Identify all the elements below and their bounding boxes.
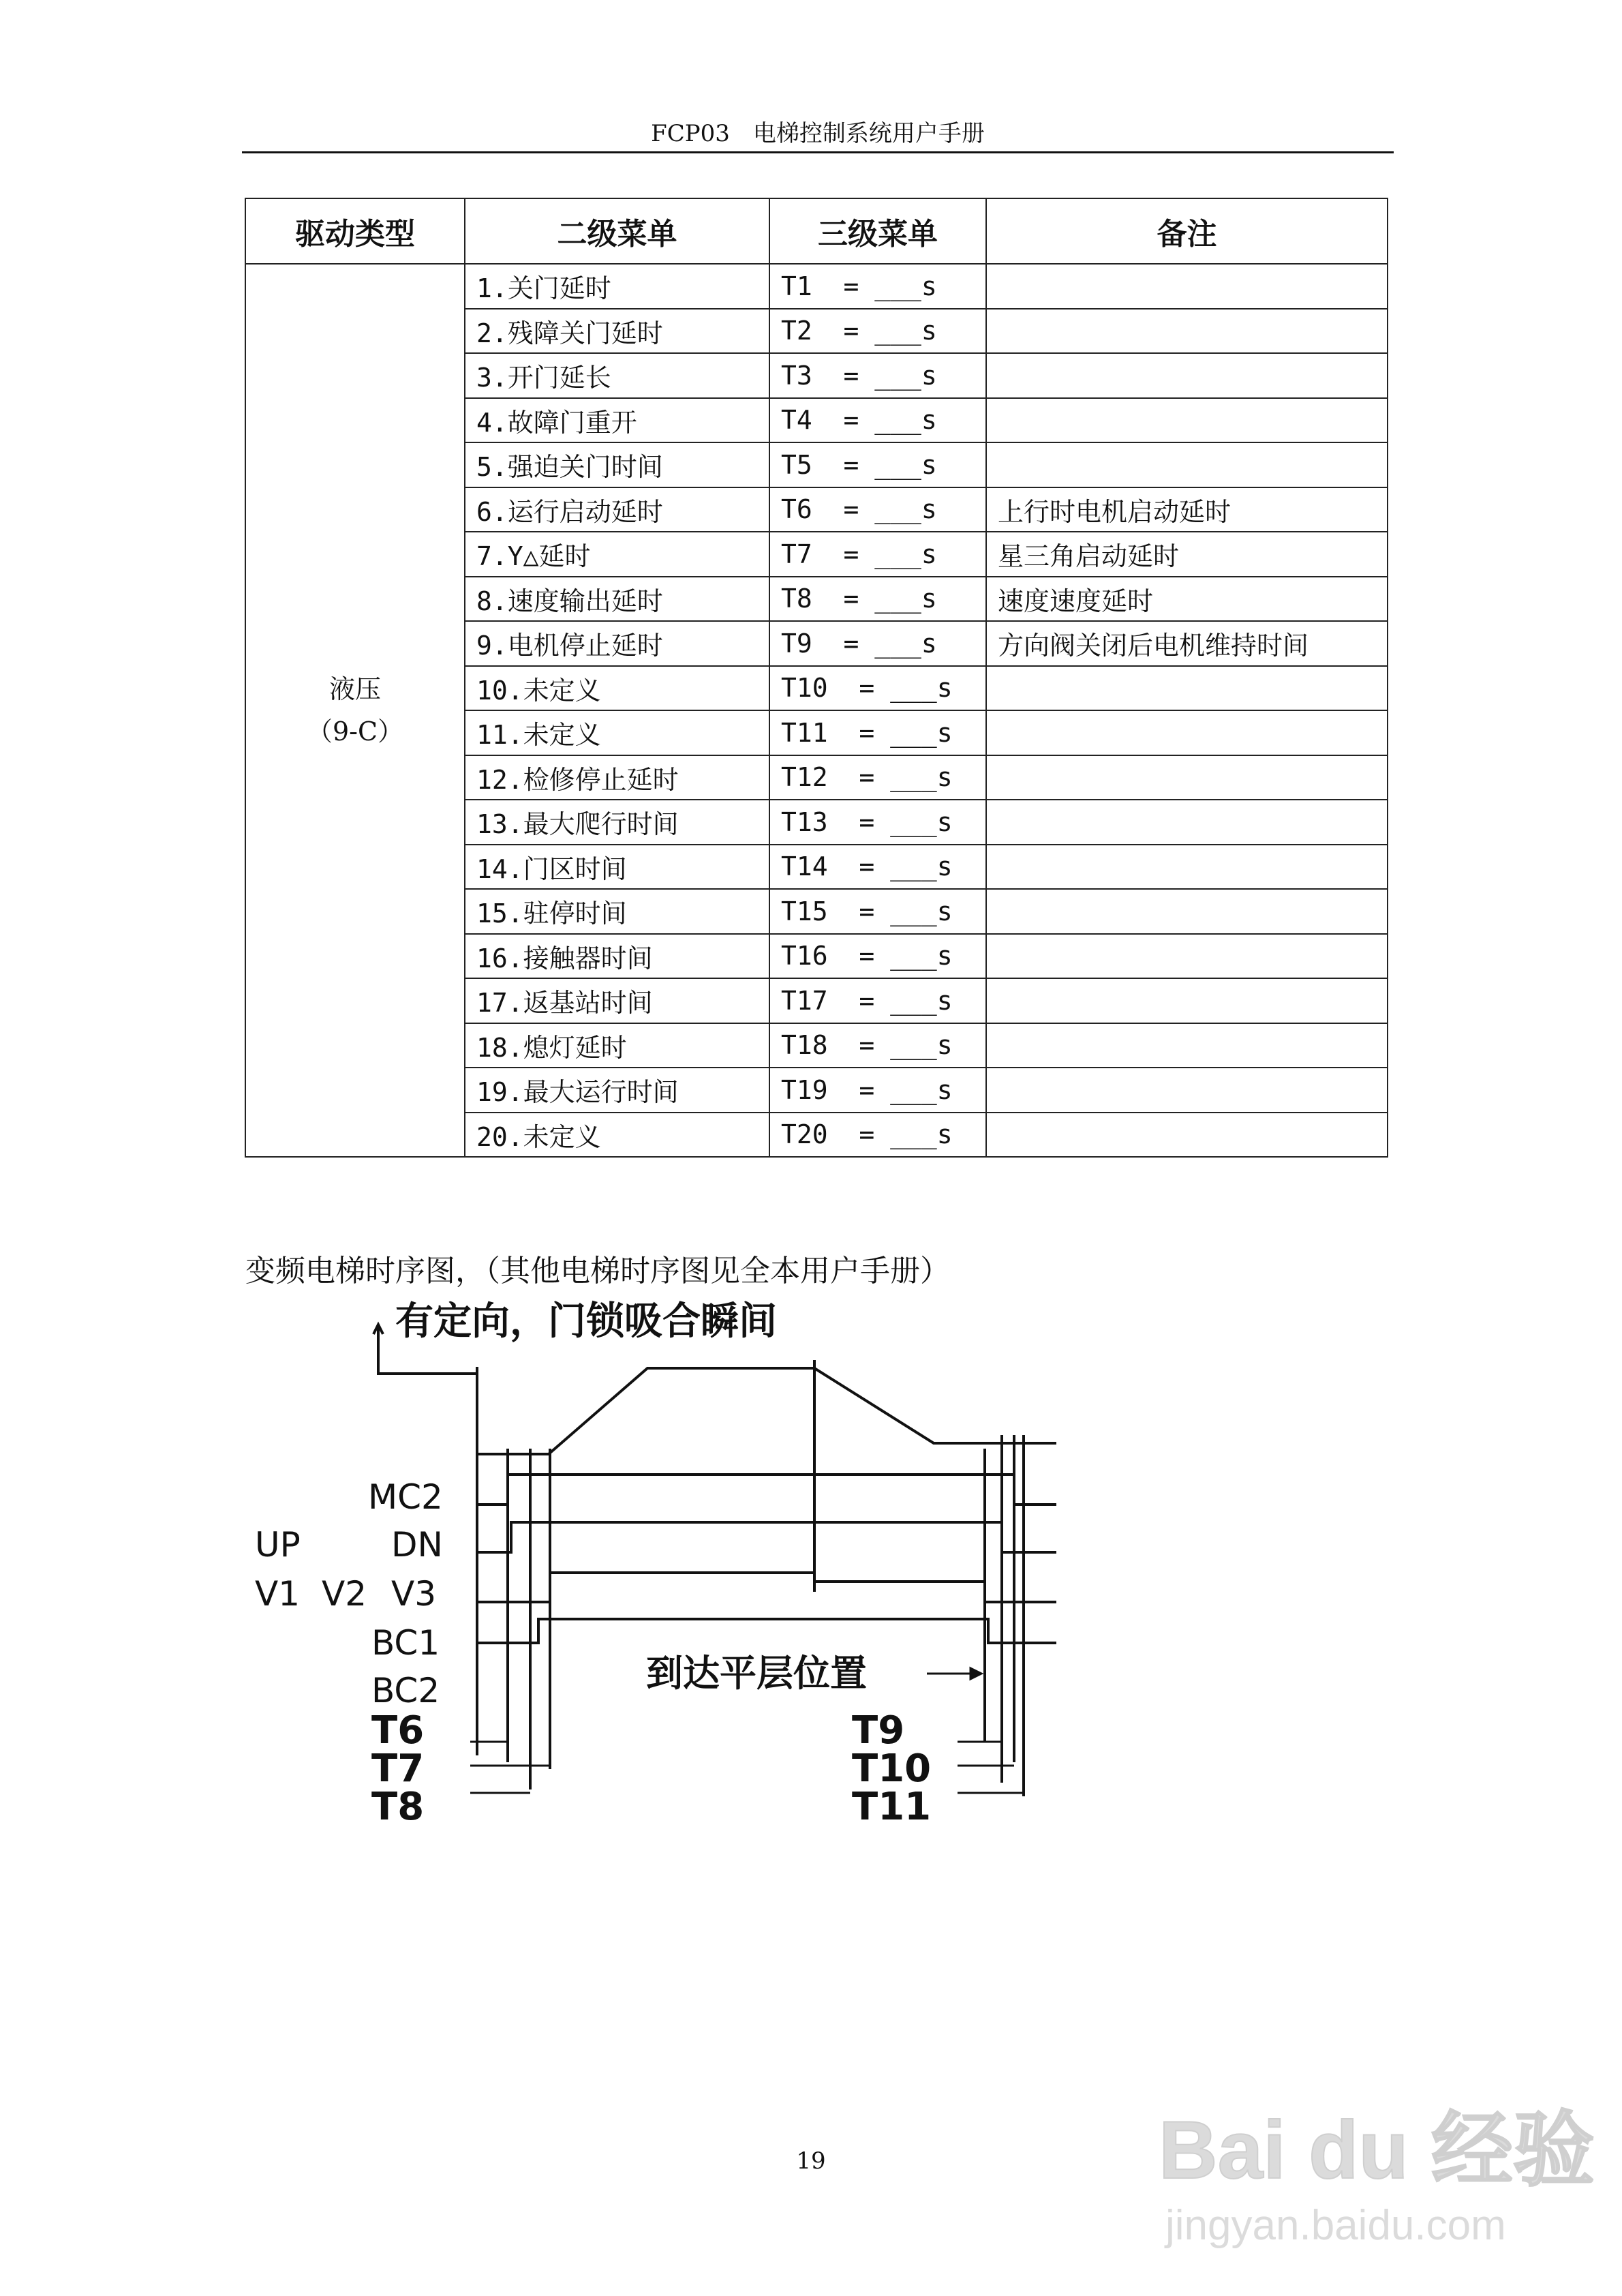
t8-label: T8 xyxy=(371,1785,425,1829)
menu-cell: 4.故障门重开 xyxy=(465,398,769,443)
menu-cell: 10.未定义 xyxy=(465,666,769,711)
up-label: UP xyxy=(255,1525,301,1565)
param-cell: T19 = ___s xyxy=(769,1068,986,1113)
param-cell: T10 = ___s xyxy=(769,666,986,711)
timing-diagram xyxy=(245,1292,1056,1888)
param-cell: T20 = ___s xyxy=(769,1113,986,1158)
bc1-waveform xyxy=(477,1619,1056,1643)
drive-type-cell xyxy=(245,264,465,1157)
t10-label: T10 xyxy=(852,1747,932,1791)
menu-cell: 14.门区时间 xyxy=(465,845,769,890)
param-cell: T17 = ___s xyxy=(769,978,986,1023)
note-cell: 星三角启动延时 xyxy=(986,532,1388,577)
watermark-brand: Bai du 经验 xyxy=(1159,2104,1595,2196)
param-cell: T5 = ___s xyxy=(769,442,986,487)
menu-cell: 7.Y△延时 xyxy=(465,532,769,577)
note-cell xyxy=(986,934,1388,979)
note-cell xyxy=(986,309,1388,354)
param-cell: T7 = ___s xyxy=(769,532,986,577)
menu-cell: 16.接触器时间 xyxy=(465,934,769,979)
parameter-table xyxy=(245,198,1388,1158)
speed-waveform xyxy=(477,1573,1056,1602)
menu-cell: 11.未定义 xyxy=(465,710,769,755)
note-cell: 方向阀关闭后电机维持时间 xyxy=(986,621,1388,666)
param-cell: T4 = ___s xyxy=(769,398,986,443)
param-cell: T1 = ___s xyxy=(769,264,986,309)
t11-label: T11 xyxy=(852,1785,932,1829)
param-cell: T6 = ___s xyxy=(769,487,986,532)
menu-cell: 13.最大爬行时间 xyxy=(465,800,769,845)
baidu-jingyan-watermark xyxy=(1152,2086,1595,2266)
note-cell xyxy=(986,845,1388,890)
t7-label: T7 xyxy=(371,1747,425,1791)
param-cell: T12 = ___s xyxy=(769,755,986,800)
param-cell: T18 = ___s xyxy=(769,1023,986,1068)
menu-cell: 8.速度输出延时 xyxy=(465,577,769,622)
top-annotation: 有定向，门锁吸合瞬间 xyxy=(395,1299,777,1344)
note-cell xyxy=(986,710,1388,755)
header-rule xyxy=(242,151,1394,153)
column-header-notes: 备注 xyxy=(986,198,1388,264)
menu-cell: 3.开门延长 xyxy=(465,353,769,398)
note-cell xyxy=(986,755,1388,800)
note-cell xyxy=(986,353,1388,398)
note-cell xyxy=(986,978,1388,1023)
level-arrowhead xyxy=(970,1668,981,1679)
t9-label: T9 xyxy=(852,1708,905,1753)
v2-label: V2 xyxy=(322,1574,367,1614)
column-header-drive-type: 驱动类型 xyxy=(245,198,465,264)
note-cell xyxy=(986,800,1388,845)
note-cell xyxy=(986,1113,1388,1158)
param-cell: T14 = ___s xyxy=(769,845,986,890)
param-cell: T15 = ___s xyxy=(769,889,986,934)
param-cell: T11 = ___s xyxy=(769,710,986,755)
menu-cell: 12.检修停止延时 xyxy=(465,755,769,800)
v3-label: V3 xyxy=(391,1574,437,1614)
param-cell: T3 = ___s xyxy=(769,353,986,398)
menu-cell: 1.关门延时 xyxy=(465,264,769,309)
param-cell: T9 = ___s xyxy=(769,621,986,666)
up-dn-waveform xyxy=(477,1522,1056,1552)
drive-type-code: （9-C） xyxy=(306,716,404,746)
param-cell: T13 = ___s xyxy=(769,800,986,845)
note-cell: 速度速度延时 xyxy=(986,577,1388,622)
diagram-caption: 变频电梯时序图，（其他电梯时序图见全本用户手册） xyxy=(245,1254,950,1288)
menu-cell: 18.熄灯延时 xyxy=(465,1023,769,1068)
menu-cell: 15.驻停时间 xyxy=(465,889,769,934)
param-cell: T16 = ___s xyxy=(769,934,986,979)
menu-cell: 20.未定义 xyxy=(465,1113,769,1158)
annotation-bracket xyxy=(378,1326,477,1449)
mc2-label: MC2 xyxy=(368,1477,443,1517)
note-cell xyxy=(986,1023,1388,1068)
watermark-url: jingyan.baidu.com xyxy=(1165,2202,1506,2249)
note-cell xyxy=(986,398,1388,443)
note-cell: 上行时电机启动延时 xyxy=(986,487,1388,532)
table-row xyxy=(245,264,1388,309)
bc2-label: BC2 xyxy=(371,1671,440,1710)
page-number: 19 xyxy=(796,2147,826,2175)
menu-cell: 19.最大运行时间 xyxy=(465,1068,769,1113)
note-cell xyxy=(986,889,1388,934)
t6-label: T6 xyxy=(371,1708,425,1753)
note-cell xyxy=(986,264,1388,309)
table-header-row xyxy=(245,198,1388,264)
column-header-second-menu: 二级菜单 xyxy=(465,198,769,264)
menu-cell: 17.返基站时间 xyxy=(465,978,769,1023)
table-body xyxy=(245,264,1388,1157)
note-cell xyxy=(986,666,1388,711)
drive-type-name: 液压 xyxy=(328,674,381,704)
v1-label: V1 xyxy=(255,1574,301,1614)
param-cell: T8 = ___s xyxy=(769,577,986,622)
bottom-annotation: 到达平层位置 xyxy=(646,1652,867,1695)
menu-cell: 9.电机停止延时 xyxy=(465,621,769,666)
column-header-third-menu: 三级菜单 xyxy=(769,198,986,264)
mc2-waveform xyxy=(477,1475,1056,1505)
bc1-label: BC1 xyxy=(371,1623,440,1663)
dn-label: DN xyxy=(391,1525,443,1565)
menu-cell: 5.强迫关门时间 xyxy=(465,442,769,487)
menu-cell: 6.运行启动延时 xyxy=(465,487,769,532)
param-cell: T2 = ___s xyxy=(769,309,986,354)
header-title: FCP03 电梯控制系统用户手册 xyxy=(651,120,985,147)
velocity-profile xyxy=(477,1368,1056,1454)
note-cell xyxy=(986,442,1388,487)
menu-cell: 2.残障关门延时 xyxy=(465,309,769,354)
note-cell xyxy=(986,1068,1388,1113)
